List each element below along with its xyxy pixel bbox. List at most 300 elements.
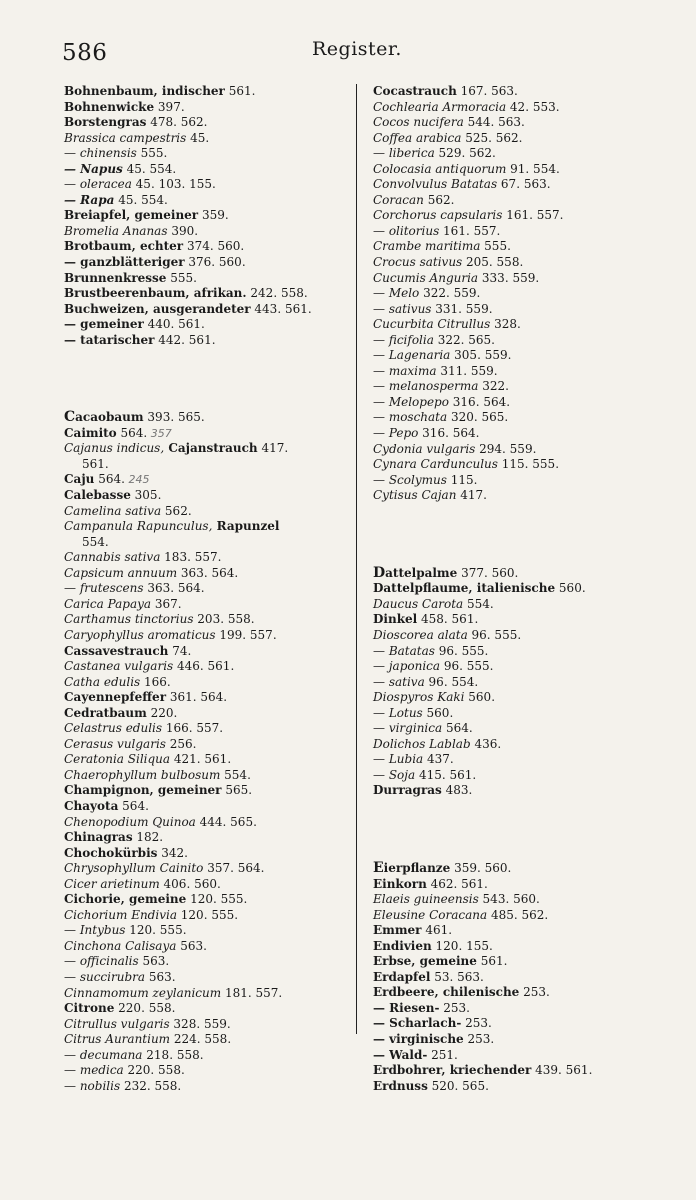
index-entry [373,364,663,380]
index-entry [64,410,348,426]
index-entry [373,379,663,395]
index-entry [64,970,348,986]
index-entry [64,721,348,737]
entry-text: 115. [446,472,478,487]
index-entry [373,737,663,753]
index-entry [373,162,663,178]
entry-text: 485. 562. [487,907,549,922]
index-entry [373,1048,663,1064]
entry-text: Cichorie, gemeine [64,892,187,907]
entry-text: Coffea arabica [373,130,462,145]
entry-text: — officinalis [64,954,139,969]
entry-text: 316. 564. [418,426,480,441]
entry-text: 166. 557. [162,721,224,736]
index-entry [373,628,663,644]
entry-text: 218. 558. [142,1047,204,1062]
entry-text: 181. 557. [221,985,283,1000]
entry-text: — ficifolia [373,332,434,347]
entry-text: 205. 558. [462,255,524,270]
entry-text: 96. 554. [424,674,479,689]
index-entry [373,597,663,613]
entry-text: — Wald- [373,1047,428,1062]
index-entry [373,333,663,349]
entry-text: Cynara Cardunculus [373,457,498,472]
index-entry [373,457,663,473]
entry-text: 564. [442,721,473,736]
entry-text: Cerasus vulgaris [64,736,166,751]
entry-text: — medica [64,1063,124,1078]
index-entry [64,146,348,162]
entry-text: 478. 562. [146,115,208,130]
entry-text: Elaeis guineensis [373,892,479,907]
entry-text: 555. [166,270,197,285]
index-entry [64,581,348,597]
index-entry [64,115,348,131]
index-entry [64,177,348,193]
entry-text: Chayota [64,798,119,813]
entry-text: — Scharlach- [373,1016,462,1031]
section-gap [373,799,663,830]
entry-text: — liberica [373,146,435,161]
entry-text: 555. [136,146,168,161]
section-gap [64,379,348,410]
index-entry [373,100,663,116]
entry-text: 417. [257,441,289,456]
entry-text: Citrus Aurantium [64,1032,171,1047]
entry-text: Carica Papaya [64,596,152,611]
entry-text: 183. 557. [160,550,222,565]
entry-text: Colocasia antiquorum [373,161,507,176]
entry-text: Cytisus Cajan [373,488,457,503]
entry-text: 561. [224,84,256,98]
entry-text: 560. [555,581,586,596]
entry-text: Brassica campestris [64,130,187,145]
entry-text: Camelina sativa [64,503,162,518]
index-entry [64,846,348,862]
entry-text: 96. 555. [440,659,494,674]
index-entry [373,644,663,660]
index-entry [373,566,663,582]
entry-text: Dioscorea alata [373,627,468,642]
entry-text: Cannabis sativa [64,550,161,565]
index-entry [373,752,663,768]
index-entry [64,550,348,566]
index-entry [373,410,663,426]
index-entry [373,271,663,287]
page-title: Register. [312,38,402,60]
entry-text: 437. [423,752,454,767]
entry-text: — succirubra [64,969,146,984]
entry-text: — Lubia [373,752,424,767]
entry-text: 359. [198,208,229,223]
entry-text: 256. [165,736,197,751]
section-gap [373,830,663,861]
entry-text: 544. 563. [463,115,525,130]
index-column-right [373,84,663,1094]
entry-text: Einkorn [373,876,427,891]
entry-text: — melanosperma [373,379,479,394]
entry-text: 563. [145,969,176,984]
entry-text: 199. 557. [215,627,277,642]
index-entry [64,193,348,209]
index-entry [373,302,663,318]
entry-text: Breiapfel, gemeiner [64,208,199,223]
index-entry [373,892,663,908]
entry-text: 294. 559. [475,441,537,456]
index-entry [64,939,348,955]
entry-text: — Lagenaria [373,348,451,363]
handwritten-note: 245 [124,473,150,487]
index-entry [64,830,348,846]
entry-text: Chrysophyllum Cainito [64,861,204,876]
entry-text: 120. 555. [176,907,239,922]
entry-text: 322. 559. [419,286,481,301]
index-entry [373,954,663,970]
entry-text: 166. [140,674,171,689]
entry-text: 224. 558. [170,1032,232,1047]
index-entry [373,488,663,504]
index-entry [373,442,663,458]
column-divider [356,84,357,1034]
entry-text: Bromelia Ananas [64,223,168,238]
entry-text: Cucurbita Citrullus [373,317,491,332]
index-entry [64,768,348,784]
entry-text: D [373,564,386,581]
index-entry [64,1063,348,1079]
index-entry [64,1048,348,1064]
entry-text: Brustbeerenbaum, afrikan. [64,286,247,301]
entry-text: Cocastrauch [373,84,457,98]
entry-text: Chenopodium Quinoa [64,814,196,829]
index-entry [64,271,348,287]
index-entry [64,908,348,924]
entry-text: 390. [167,223,199,238]
entry-text: Corchorus capsularis [373,208,503,223]
entry-text: — tatarischer [64,332,155,347]
entry-text: 439. 561. [531,1063,593,1078]
entry-text: Dolichos Lablab [373,736,471,751]
entry-text: 376. 560. [184,255,246,270]
entry-text: 253. [463,1031,495,1046]
entry-text: 543. 560. [478,892,540,907]
entry-text: 367. [151,596,182,611]
entry-text: 342. [157,845,188,860]
entry-text: Cocos nucifera [373,115,464,130]
entry-text: Cydonia vulgaris [373,441,476,456]
entry-text: — virginische [373,1031,464,1046]
entry-text: Erdbeere, chilenische [373,985,520,1000]
entry-text: Diospyros Kaki [373,690,465,705]
entry-text: 359. 560. [450,860,512,875]
index-entry [373,923,663,939]
entry-text: Cedratbaum [64,705,147,720]
index-entry [373,426,663,442]
index-entry [64,333,348,349]
index-entry [64,861,348,877]
entry-text: — Lotus [373,705,423,720]
section-gap [64,348,348,379]
index-entry [64,519,348,535]
index-entry [373,612,663,628]
entry-text: 120. 555. [186,892,248,907]
entry-text: 316. 564. [448,394,511,409]
index-entry [373,84,663,100]
entry-text: 120. 155. [431,938,493,953]
entry-text: Cucumis Anguria [373,270,479,285]
entry-text: 120. 555. [125,923,187,938]
entry-text: 554. [463,596,494,611]
entry-text: 462. 561. [426,876,488,891]
entry-text: Citrullus vulgaris [64,1016,170,1031]
entry-text: 220. 558. [123,1063,185,1078]
index-entry [373,255,663,271]
section-gap [373,504,663,535]
index-entry [64,317,348,333]
index-entry [64,954,348,970]
entry-text: 415. 561. [415,767,477,782]
entry-text: Cicer arietinum [64,876,160,891]
entry-text: 45. 554. [114,192,168,207]
entry-text: 305. 559. [450,348,512,363]
entry-text: 421. 561. [170,752,232,767]
entry-text: 393. 565. [143,410,205,425]
entry-text: Cochlearia Armoracia [373,99,507,114]
entry-text: 562. [161,503,192,518]
index-entry [373,1079,663,1095]
entry-text: 220. [146,705,178,720]
index-entry [64,1032,348,1048]
entry-text: Cinnamomum zeylanicum [64,985,222,1000]
entry-text: Citrone [64,1001,115,1016]
index-entry [64,535,348,551]
entry-text: 563. [176,938,207,953]
entry-text: 67. 563. [497,177,551,192]
entry-text: — maxima [373,363,437,378]
entry-text: Emmer [373,923,422,938]
index-column-left [64,84,348,1094]
entry-text: 322. 565. [433,332,495,347]
entry-text: — decumana [64,1047,143,1062]
entry-text: Cichorium Endivia [64,907,177,922]
index-entry [64,892,348,908]
entry-text: 161. 557. [502,208,564,223]
entry-text: 440. 561. [143,317,205,332]
entry-text: 461. [421,923,453,938]
entry-text: attelpalme [385,565,458,580]
entry-text: — sativus [373,301,432,316]
entry-text: 564. [118,798,149,813]
entry-text: — nobilis [64,1078,121,1093]
entry-text: 555. [480,239,511,254]
index-entry [373,473,663,489]
index-entry [373,861,663,877]
entry-text: — Intybus [64,923,126,938]
entry-text: 562. [423,192,455,207]
index-entry [64,1017,348,1033]
entry-text: 361. 564. [166,690,228,705]
entry-text: Daucus Carota [373,596,464,611]
entry-text: — Melo [373,286,420,301]
index-entry [373,224,663,240]
entry-text: 363. 564. [143,581,205,596]
entry-text: 417. [456,488,487,503]
entry-text: — ganzblätteriger [64,255,185,270]
index-entry [373,1063,663,1079]
entry-text: 45. 554. [122,161,177,176]
index-entry [64,1001,348,1017]
entry-text: — virginica [373,721,443,736]
entry-text: 220. 558. [114,1001,176,1016]
entry-text: Chinagras [64,830,133,845]
entry-text: 458. 561. [417,612,479,627]
index-entry [373,1032,663,1048]
entry-text: 565. [221,783,253,798]
entry-text: Buchweizen, ausgerandeter [64,301,251,316]
index-entry [64,675,348,691]
entry-text: 444. 565. [195,814,257,829]
index-entry [64,84,348,100]
entry-text: — Batatas [373,643,435,658]
entry-text: Bohnenwicke [64,99,155,114]
entry-text: — Riesen- [373,1000,440,1015]
section-gap [373,535,663,566]
entry-text: 406. 560. [159,876,221,891]
index-entry [64,441,348,457]
entry-text: 483. [441,783,473,798]
entry-text: 442. 561. [154,332,216,347]
index-entry [64,597,348,613]
entry-text: Champignon, gemeiner [64,783,222,798]
entry-text: — Rapa [64,192,115,207]
entry-text: Coracan [373,192,424,207]
entry-text: 42. 553. [506,99,560,114]
index-entry [64,224,348,240]
entry-text: Cajanstrauch [164,441,258,456]
entry-text: 182. [132,830,164,845]
entry-text: 45. 103. 155. [131,177,216,192]
index-entry [64,239,348,255]
index-entry [373,877,663,893]
index-entry [64,644,348,660]
index-entry [64,815,348,831]
index-entry [64,1079,348,1095]
page-number: 586 [62,40,108,66]
entry-text: — japonica [373,659,441,674]
entry-text: Bohnenbaum, indischer [64,84,225,98]
entry-text: Dinkel [373,612,418,627]
entry-text: 357. 564. [203,861,265,876]
entry-text: 328. [490,317,521,332]
entry-text: — sativa [373,674,425,689]
entry-text: Borstengras [64,115,147,130]
entry-text: Carthamus tinctorius [64,612,194,627]
index-entry [64,426,348,442]
entry-text: 167. 563. [456,84,518,98]
index-entry [64,706,348,722]
entry-text: 253. [461,1016,492,1031]
entry-text: Caryophyllus aromaticus [64,627,216,642]
entry-text: 564. [116,425,148,440]
entry-text: 251. [427,1047,458,1062]
entry-text: 554. [82,534,109,549]
index-entry [373,970,663,986]
index-entry [373,581,663,597]
entry-text: 305. [130,488,162,503]
index-entry [373,768,663,784]
entry-text: Erdbohrer, kriechender [373,1063,532,1078]
index-entry [64,472,348,488]
index-entry [64,255,348,271]
index-entry [64,457,348,473]
index-entry [64,659,348,675]
entry-text: — oleracea [64,177,132,192]
entry-text: 331. 559. [431,301,493,316]
entry-text: 397. [154,99,185,114]
entry-text: — gemeiner [64,317,144,332]
entry-text: Ceratonia Siliqua [64,752,171,767]
index-entry [64,752,348,768]
entry-text: 203. 558. [193,612,255,627]
entry-text: Dattelpflaume, italienische [373,581,556,596]
entry-text: 564. [94,472,125,487]
entry-text: Brotbaum, echter [64,239,184,254]
entry-text: Campanula Rapunculus, [64,519,213,534]
index-entry [64,302,348,318]
entry-text: — olitorius [373,223,440,238]
entry-text: Erdapfel [373,969,431,984]
entry-text: — chinensis [64,146,137,161]
index-entry [373,908,663,924]
entry-text: 525. 562. [461,130,523,145]
entry-text: 232. 558. [120,1078,182,1093]
handwritten-note: 357 [147,426,172,440]
entry-text: Erbse, gemeine [373,954,477,969]
index-entry [373,1001,663,1017]
entry-text: Chochokürbis [64,845,158,860]
entry-text: Durragras [373,783,442,798]
entry-text: 446. 561. [173,659,235,674]
index-entry [64,162,348,178]
index-entry [373,208,663,224]
entry-text: Cassavestrauch [64,643,169,658]
entry-text: 242. 558. [246,286,308,301]
entry-text: Catha edulis [64,674,141,689]
index-entry [64,488,348,504]
entry-text: Eleusine Coracana [373,907,488,922]
entry-text: Caju [64,472,95,487]
index-entry [64,923,348,939]
index-entry [64,131,348,147]
index-entry [64,799,348,815]
entry-text: Chaerophyllum bulbosum [64,767,221,782]
index-entry [64,690,348,706]
index-entry [64,737,348,753]
entry-text: 96. 555. [467,627,522,642]
entry-text: 45. [186,130,210,145]
entry-text: Cajanus indicus, [64,441,165,456]
index-entry [64,986,348,1002]
entry-text: — Napus [64,161,123,176]
entry-text: 91. 554. [506,161,560,176]
index-entry [64,877,348,893]
entry-text: 560. [464,690,496,705]
index-entry [373,193,663,209]
index-entry [64,783,348,799]
entry-text: 115. 555. [497,457,560,472]
entry-text: — Scolymus [373,472,447,487]
entry-text: 253. [439,1000,470,1015]
entry-text: Brunnenkresse [64,270,167,285]
